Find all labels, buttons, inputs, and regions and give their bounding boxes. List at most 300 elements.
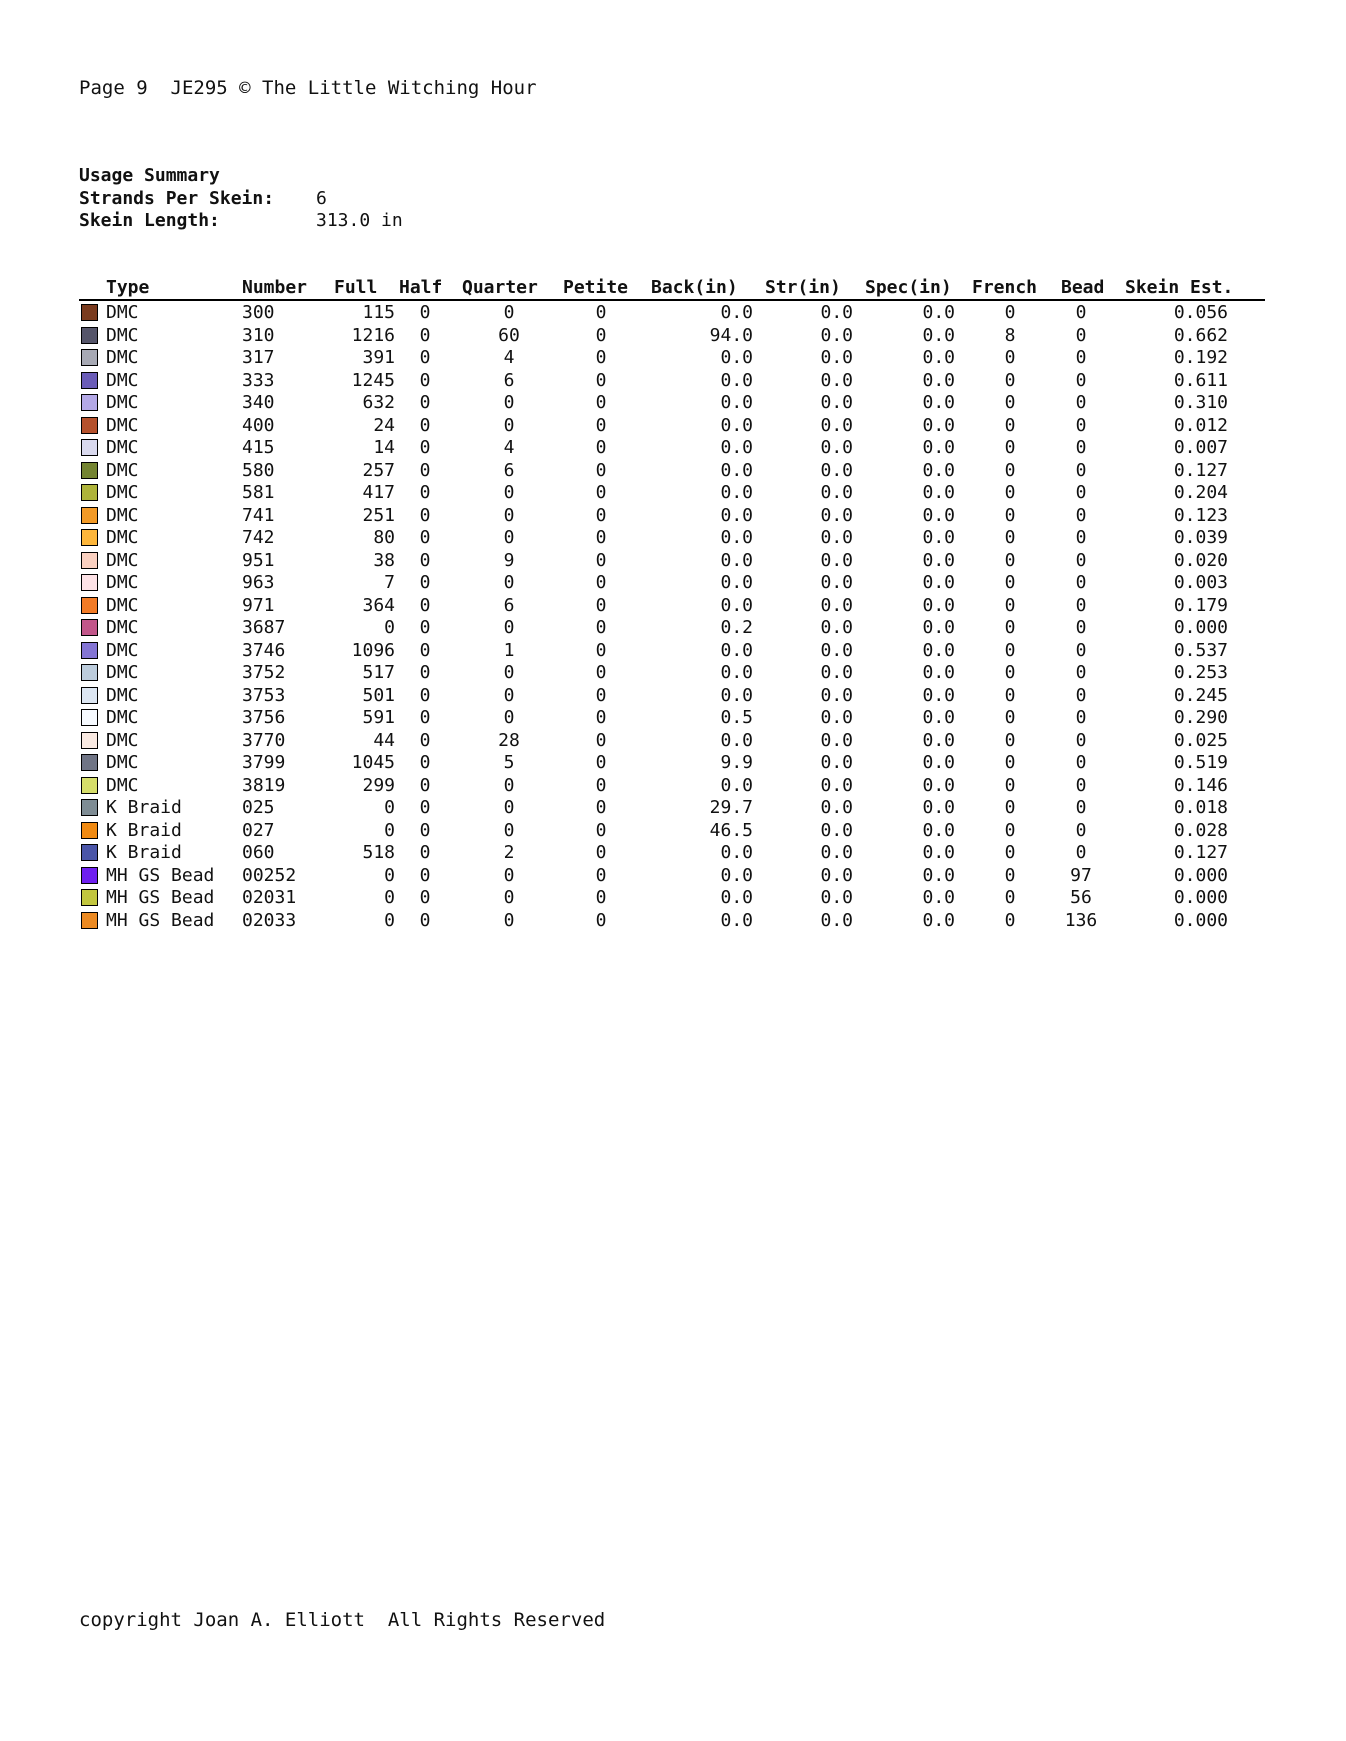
cell-type: DMC	[106, 572, 139, 593]
cell-spec: 0.0	[922, 887, 955, 908]
cell-half: 0	[419, 752, 431, 773]
cell-spec: 0.0	[922, 842, 955, 863]
cell-number: 02031	[242, 887, 297, 908]
cell-spec: 0.0	[922, 909, 955, 931]
cell-type: K Braid	[106, 842, 182, 863]
color-swatch	[81, 642, 98, 659]
column-header: Quarter	[462, 277, 538, 298]
cell-str: 0.0	[820, 482, 853, 503]
cell-bead: 0	[1075, 324, 1087, 346]
cell-full: 0	[384, 909, 395, 931]
column-header: Half	[399, 277, 443, 298]
cell-number: 060	[242, 842, 275, 863]
cell-spec: 0.0	[922, 549, 955, 571]
color-swatch	[81, 462, 98, 479]
cell-str: 0.0	[820, 414, 853, 436]
color-swatch	[81, 372, 98, 389]
cell-petite: 0	[595, 572, 607, 593]
usage-table	[79, 277, 1265, 932]
cell-half: 0	[419, 864, 431, 886]
cell-spec: 0.0	[922, 302, 955, 323]
table-row	[79, 640, 1265, 663]
cell-bead: 0	[1075, 752, 1087, 773]
color-swatch	[81, 889, 98, 906]
cell-full: 115	[362, 302, 395, 323]
cell-bead: 0	[1075, 707, 1087, 728]
cell-quarter: 0	[503, 662, 515, 683]
table-row	[79, 842, 1265, 865]
cell-skein: 0.018	[1173, 797, 1228, 818]
table-row	[79, 415, 1265, 438]
cell-petite: 0	[595, 909, 607, 931]
cell-back: 0.0	[720, 549, 753, 571]
cell-number: 027	[242, 819, 275, 841]
cell-spec: 0.0	[922, 729, 955, 751]
table-row	[79, 820, 1265, 843]
cell-number: 581	[242, 482, 275, 503]
cell-petite: 0	[595, 549, 607, 571]
cell-half: 0	[419, 774, 431, 796]
cell-back: 0.0	[720, 774, 753, 796]
cell-back: 0.5	[720, 707, 753, 728]
cell-type: DMC	[106, 369, 139, 391]
cell-quarter: 0	[503, 774, 515, 796]
skein-length-label: Skein Length:	[79, 210, 220, 231]
cell-french: 0	[1004, 527, 1016, 548]
table-row	[79, 752, 1265, 775]
table-row	[79, 797, 1265, 820]
cell-french: 0	[1004, 842, 1016, 863]
cell-petite: 0	[595, 684, 607, 706]
cell-bead: 0	[1075, 639, 1087, 661]
cell-type: DMC	[106, 324, 139, 346]
cell-petite: 0	[595, 347, 607, 368]
cell-petite: 0	[595, 729, 607, 751]
cell-petite: 0	[595, 639, 607, 661]
cell-str: 0.0	[820, 864, 853, 886]
color-swatch	[81, 822, 98, 839]
cell-french: 0	[1004, 572, 1016, 593]
cell-number: 3752	[242, 662, 286, 683]
cell-quarter: 1	[503, 639, 515, 661]
cell-quarter: 0	[503, 572, 515, 593]
cell-number: 300	[242, 302, 275, 323]
cell-back: 94.0	[709, 324, 753, 346]
cell-spec: 0.0	[922, 774, 955, 796]
cell-skein: 0.310	[1173, 392, 1228, 413]
cell-spec: 0.0	[922, 324, 955, 346]
column-header: Skein Est.	[1125, 277, 1234, 298]
cell-type: MH GS Bead	[106, 909, 215, 931]
cell-back: 0.0	[720, 302, 753, 323]
cell-spec: 0.0	[922, 797, 955, 818]
cell-full: 0	[384, 819, 395, 841]
cell-bead: 0	[1075, 414, 1087, 436]
cell-spec: 0.0	[922, 504, 955, 526]
cell-str: 0.0	[820, 662, 853, 683]
cell-skein: 0.245	[1173, 684, 1228, 706]
cell-full: 391	[362, 347, 395, 368]
cell-str: 0.0	[820, 887, 853, 908]
cell-type: DMC	[106, 617, 139, 638]
cell-french: 0	[1004, 504, 1016, 526]
cell-petite: 0	[595, 437, 607, 458]
skein-length-value: 313.0 in	[316, 210, 403, 231]
cell-skein: 0.611	[1173, 369, 1228, 391]
cell-french: 0	[1004, 639, 1016, 661]
cell-french: 0	[1004, 707, 1016, 728]
cell-half: 0	[419, 707, 431, 728]
cell-quarter: 0	[503, 797, 515, 818]
color-swatch	[81, 687, 98, 704]
column-header: Spec(in)	[865, 277, 952, 298]
cell-half: 0	[419, 684, 431, 706]
cell-french: 0	[1004, 369, 1016, 391]
cell-full: 7	[384, 572, 395, 593]
cell-str: 0.0	[820, 639, 853, 661]
cell-full: 299	[362, 774, 395, 796]
cell-type: DMC	[106, 302, 139, 323]
cell-skein: 0.012	[1173, 414, 1228, 436]
cell-type: DMC	[106, 459, 139, 481]
cell-bead: 97	[1070, 864, 1092, 886]
cell-half: 0	[419, 549, 431, 571]
table-row	[79, 617, 1265, 640]
cell-full: 14	[373, 437, 395, 458]
cell-full: 0	[384, 864, 395, 886]
cell-half: 0	[419, 504, 431, 526]
cell-skein: 0.146	[1173, 774, 1228, 796]
color-swatch	[81, 417, 98, 434]
cell-skein: 0.000	[1173, 864, 1228, 886]
color-swatch	[81, 529, 98, 546]
cell-full: 501	[362, 684, 395, 706]
cell-number: 3770	[242, 729, 286, 751]
cell-half: 0	[419, 324, 431, 346]
cell-back: 0.0	[720, 437, 753, 458]
cell-full: 1096	[351, 639, 395, 661]
table-row	[79, 392, 1265, 415]
color-swatch	[81, 327, 98, 344]
cell-skein: 0.290	[1173, 707, 1228, 728]
cell-skein: 0.192	[1173, 347, 1228, 368]
color-swatch	[81, 912, 98, 929]
cell-type: K Braid	[106, 797, 182, 818]
color-swatch	[81, 394, 98, 411]
cell-half: 0	[419, 302, 431, 323]
cell-str: 0.0	[820, 842, 853, 863]
table-row	[79, 595, 1265, 618]
cell-number: 580	[242, 459, 275, 481]
cell-petite: 0	[595, 752, 607, 773]
cell-petite: 0	[595, 482, 607, 503]
cell-full: 417	[362, 482, 395, 503]
table-row	[79, 325, 1265, 348]
cell-number: 3753	[242, 684, 286, 706]
cell-back: 0.2	[720, 617, 753, 638]
cell-bead: 0	[1075, 504, 1087, 526]
cell-french: 0	[1004, 437, 1016, 458]
cell-skein: 0.179	[1173, 594, 1228, 616]
cell-str: 0.0	[820, 752, 853, 773]
cell-petite: 0	[595, 707, 607, 728]
table-row	[79, 910, 1265, 933]
cell-type: MH GS Bead	[106, 887, 215, 908]
color-swatch	[81, 664, 98, 681]
cell-back: 0.0	[720, 369, 753, 391]
table-row	[79, 505, 1265, 528]
cell-str: 0.0	[820, 797, 853, 818]
cell-full: 0	[384, 617, 395, 638]
table-body	[79, 302, 1265, 932]
cell-bead: 0	[1075, 572, 1087, 593]
cell-quarter: 28	[498, 729, 520, 751]
cell-quarter: 6	[503, 369, 515, 391]
column-header: Str(in)	[765, 277, 841, 298]
cell-petite: 0	[595, 864, 607, 886]
cell-quarter: 0	[503, 482, 515, 503]
cell-half: 0	[419, 527, 431, 548]
cell-skein: 0.123	[1173, 504, 1228, 526]
color-swatch	[81, 867, 98, 884]
cell-skein: 0.025	[1173, 729, 1228, 751]
cell-type: DMC	[106, 527, 139, 548]
cell-quarter: 0	[503, 504, 515, 526]
cell-quarter: 0	[503, 909, 515, 931]
table-row	[79, 707, 1265, 730]
cell-str: 0.0	[820, 774, 853, 796]
cell-bead: 0	[1075, 684, 1087, 706]
cell-number: 741	[242, 504, 275, 526]
color-swatch	[81, 439, 98, 456]
cell-back: 0.0	[720, 414, 753, 436]
cell-french: 0	[1004, 662, 1016, 683]
cell-spec: 0.0	[922, 639, 955, 661]
cell-number: 02033	[242, 909, 297, 931]
cell-back: 0.0	[720, 639, 753, 661]
cell-half: 0	[419, 909, 431, 931]
cell-quarter: 0	[503, 684, 515, 706]
cell-type: DMC	[106, 707, 139, 728]
cell-half: 0	[419, 437, 431, 458]
cell-full: 591	[362, 707, 395, 728]
cell-french: 0	[1004, 887, 1016, 908]
cell-french: 0	[1004, 347, 1016, 368]
cell-type: DMC	[106, 662, 139, 683]
cell-french: 0	[1004, 549, 1016, 571]
color-swatch	[81, 349, 98, 366]
table-row	[79, 572, 1265, 595]
cell-petite: 0	[595, 617, 607, 638]
cell-skein: 0.028	[1173, 819, 1228, 841]
cell-bead: 0	[1075, 594, 1087, 616]
cell-quarter: 0	[503, 302, 515, 323]
cell-petite: 0	[595, 414, 607, 436]
cell-back: 0.0	[720, 347, 753, 368]
cell-full: 518	[362, 842, 395, 863]
cell-full: 257	[362, 459, 395, 481]
cell-bead: 0	[1075, 842, 1087, 863]
color-swatch	[81, 799, 98, 816]
cell-full: 1216	[351, 324, 395, 346]
cell-back: 0.0	[720, 482, 753, 503]
cell-quarter: 0	[503, 887, 515, 908]
cell-spec: 0.0	[922, 594, 955, 616]
cell-bead: 0	[1075, 729, 1087, 751]
cell-str: 0.0	[820, 369, 853, 391]
cell-spec: 0.0	[922, 437, 955, 458]
cell-french: 0	[1004, 594, 1016, 616]
cell-quarter: 6	[503, 594, 515, 616]
cell-skein: 0.000	[1173, 887, 1228, 908]
color-swatch	[81, 619, 98, 636]
cell-petite: 0	[595, 324, 607, 346]
cell-number: 00252	[242, 864, 297, 886]
cell-half: 0	[419, 347, 431, 368]
table-row	[79, 302, 1265, 325]
cell-petite: 0	[595, 797, 607, 818]
cell-french: 0	[1004, 684, 1016, 706]
cell-half: 0	[419, 842, 431, 863]
cell-petite: 0	[595, 392, 607, 413]
cell-spec: 0.0	[922, 684, 955, 706]
cell-spec: 0.0	[922, 369, 955, 391]
cell-number: 317	[242, 347, 275, 368]
cell-quarter: 4	[503, 437, 515, 458]
cell-petite: 0	[595, 504, 607, 526]
cell-back: 0.0	[720, 662, 753, 683]
table-row	[79, 730, 1265, 753]
cell-spec: 0.0	[922, 527, 955, 548]
color-swatch	[81, 844, 98, 861]
cell-half: 0	[419, 572, 431, 593]
cell-skein: 0.000	[1173, 617, 1228, 638]
cell-skein: 0.127	[1173, 459, 1228, 481]
cell-french: 0	[1004, 302, 1016, 323]
cell-number: 3799	[242, 752, 286, 773]
cell-french: 0	[1004, 617, 1016, 638]
color-swatch	[81, 574, 98, 591]
cell-number: 400	[242, 414, 275, 436]
cell-bead: 0	[1075, 797, 1087, 818]
color-swatch	[81, 552, 98, 569]
column-header: Back(in)	[651, 277, 738, 298]
cell-spec: 0.0	[922, 392, 955, 413]
cell-str: 0.0	[820, 392, 853, 413]
cell-petite: 0	[595, 842, 607, 863]
cell-skein: 0.662	[1173, 324, 1228, 346]
table-row	[79, 370, 1265, 393]
cell-french: 8	[1004, 324, 1016, 346]
cell-number: 971	[242, 594, 275, 616]
cell-quarter: 0	[503, 707, 515, 728]
color-swatch	[81, 777, 98, 794]
cell-spec: 0.0	[922, 864, 955, 886]
column-header: Full	[334, 277, 378, 298]
cell-str: 0.0	[820, 572, 853, 593]
cell-half: 0	[419, 662, 431, 683]
cell-bead: 0	[1075, 819, 1087, 841]
cell-full: 1245	[351, 369, 395, 391]
cell-back: 46.5	[709, 819, 753, 841]
cell-petite: 0	[595, 819, 607, 841]
cell-skein: 0.003	[1173, 572, 1228, 593]
cell-quarter: 0	[503, 819, 515, 841]
cell-str: 0.0	[820, 819, 853, 841]
cell-str: 0.0	[820, 347, 853, 368]
cell-half: 0	[419, 414, 431, 436]
cell-type: DMC	[106, 752, 139, 773]
cell-number: 951	[242, 549, 275, 571]
table-row	[79, 437, 1265, 460]
table-row	[79, 460, 1265, 483]
cell-skein: 0.519	[1173, 752, 1228, 773]
cell-full: 364	[362, 594, 395, 616]
cell-full: 38	[373, 549, 395, 571]
column-header: Bead	[1061, 277, 1105, 298]
cell-half: 0	[419, 797, 431, 818]
cell-type: DMC	[106, 482, 139, 503]
cell-half: 0	[419, 617, 431, 638]
cell-type: MH GS Bead	[106, 864, 215, 886]
table-row	[79, 550, 1265, 573]
cell-half: 0	[419, 482, 431, 503]
cell-number: 415	[242, 437, 275, 458]
cell-back: 0.0	[720, 594, 753, 616]
column-header: Type	[106, 277, 150, 298]
cell-french: 0	[1004, 864, 1016, 886]
cell-back: 0.0	[720, 909, 753, 931]
cell-number: 3819	[242, 774, 286, 796]
cell-skein: 0.020	[1173, 549, 1228, 571]
cell-number: 3687	[242, 617, 286, 638]
usage-summary	[79, 165, 403, 233]
cell-back: 0.0	[720, 729, 753, 751]
cell-type: DMC	[106, 774, 139, 796]
cell-str: 0.0	[820, 527, 853, 548]
cell-petite: 0	[595, 594, 607, 616]
cell-back: 0.0	[720, 392, 753, 413]
cell-french: 0	[1004, 392, 1016, 413]
cell-skein: 0.253	[1173, 662, 1228, 683]
table-row	[79, 347, 1265, 370]
cell-bead: 0	[1075, 437, 1087, 458]
cell-str: 0.0	[820, 459, 853, 481]
cell-spec: 0.0	[922, 347, 955, 368]
cell-back: 0.0	[720, 684, 753, 706]
cell-half: 0	[419, 819, 431, 841]
cell-type: DMC	[106, 414, 139, 436]
cell-bead: 0	[1075, 774, 1087, 796]
cell-back: 9.9	[720, 752, 753, 773]
cell-half: 0	[419, 887, 431, 908]
cell-type: K Braid	[106, 819, 182, 841]
cell-full: 0	[384, 887, 395, 908]
cell-bead: 0	[1075, 527, 1087, 548]
copyright-footer: copyright Joan A. Elliott All Rights Reserved	[79, 1609, 606, 1631]
strands-value: 6	[316, 187, 327, 209]
cell-bead: 0	[1075, 302, 1087, 323]
table-row	[79, 887, 1265, 910]
cell-back: 0.0	[720, 459, 753, 481]
cell-str: 0.0	[820, 729, 853, 751]
cell-quarter: 4	[503, 347, 515, 368]
cell-back: 0.0	[720, 504, 753, 526]
cell-number: 333	[242, 369, 275, 391]
cell-type: DMC	[106, 594, 139, 616]
cell-back: 0.0	[720, 572, 753, 593]
cell-spec: 0.0	[922, 707, 955, 728]
